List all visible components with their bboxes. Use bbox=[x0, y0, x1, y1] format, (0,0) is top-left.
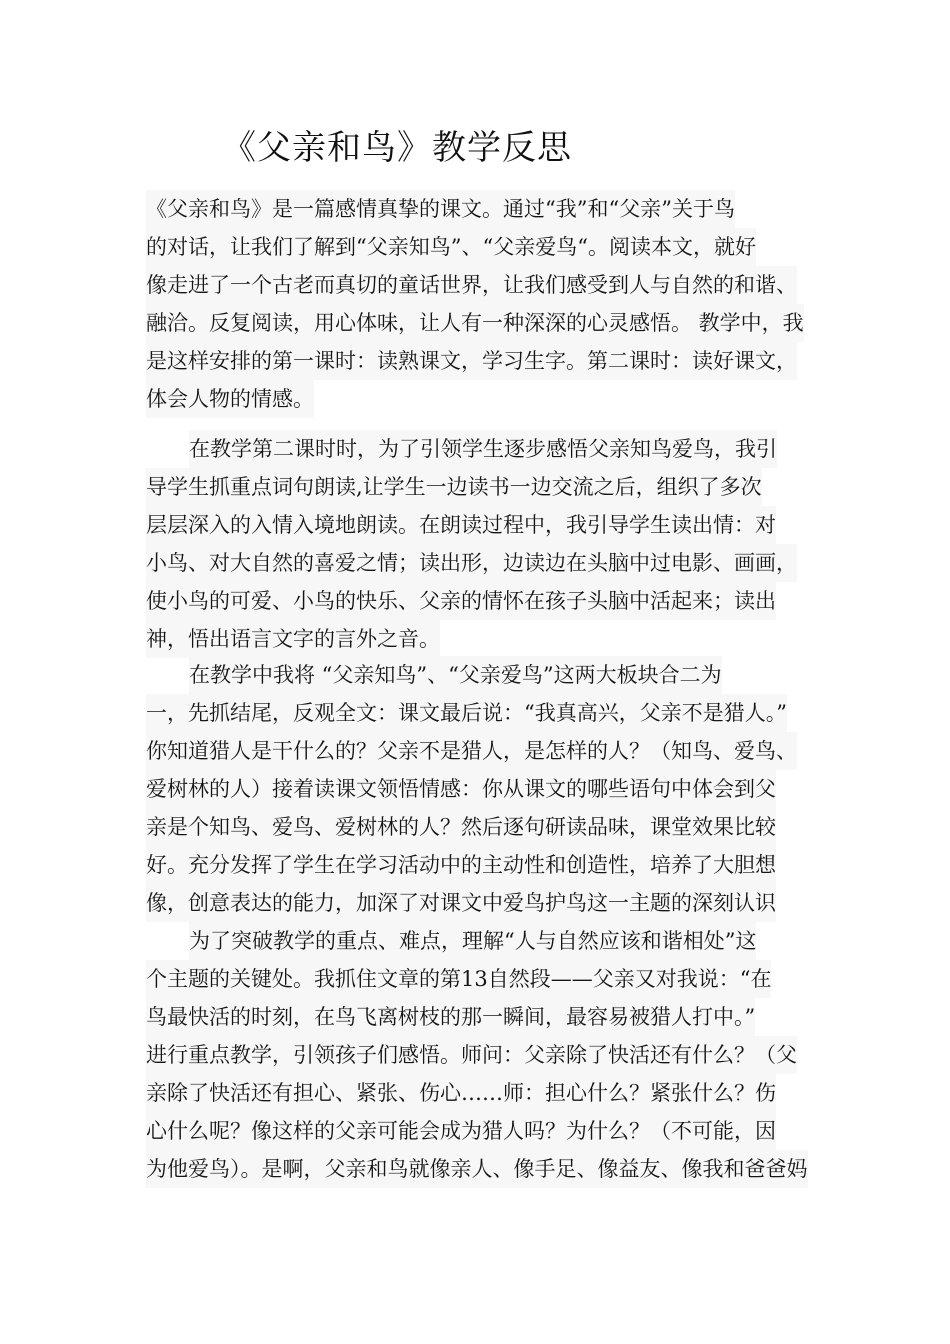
paragraph-3-line-2: 一，先抓结尾，反观全文：课文最后说：“我真高兴，父亲不是猎人。” bbox=[146, 694, 787, 732]
paragraph-2-line-1: 在教学第二课时时，为了引领学生逐步感悟父亲知鸟爱鸟，我引 bbox=[189, 430, 777, 468]
document-title: 《父亲和鸟》教学反思 bbox=[222, 128, 572, 168]
paragraph-3-line-4: 爱树林的人）接着读课文领悟情感：你从课文的哪些语句中体会到父 bbox=[146, 770, 776, 808]
paragraph-4-line-3: 鸟最快活的时刻，在鸟飞离树枝的那一瞬间，最容易被猎人打中。” bbox=[146, 998, 755, 1036]
paragraph-2-line-5: 使小鸟的可爱、小鸟的快乐、父亲的情怀在孩子头脑中活起来；读出 bbox=[146, 582, 776, 620]
paragraph-2-line-4: 小鸟、对大自然的喜爱之情；读出形，边读边在头脑中过电影、画画， bbox=[146, 544, 797, 582]
paragraph-4-line-4: 进行重点教学，引领孩子们感悟。师问：父亲除了快活还有什么？（父 bbox=[146, 1036, 797, 1074]
paragraph-1-line-3: 像走进了一个古老而真切的童话世界，让我们感受到人与自然的和谐、 bbox=[146, 266, 797, 304]
paragraph-4-line-2: 个主题的关键处。我抓住文章的第13自然段——父亲又对我说：“在 bbox=[146, 960, 771, 998]
paragraph-1-line-6: 体会人物的情感。 bbox=[146, 380, 314, 418]
paragraph-3-line-3: 你知道猎人是干什么的？父亲不是猎人，是怎样的人？（知鸟、爱鸟、 bbox=[146, 732, 797, 770]
paragraph-1-line-1: 《父亲和鸟》是一篇感情真挚的课文。通过“我”和“父亲”关于鸟 bbox=[146, 190, 735, 228]
paragraph-4-line-5: 亲除了快活还有担心、紧张、伤心……师：担心什么？紧张什么？伤 bbox=[146, 1074, 776, 1112]
paragraph-2-line-6: 神，悟出语言文字的言外之音。 bbox=[146, 620, 440, 658]
paragraph-4-line-1: 为了突破教学的重点、难点，理解“人与自然应该和谐相处”这 bbox=[189, 922, 756, 960]
paragraph-2-line-2: 导学生抓重点词句朗读,让学生一边读书一边交流之后，组织了多次 bbox=[146, 468, 762, 506]
paragraph-3-line-6: 好。充分发挥了学生在学习活动中的主动性和创造性，培养了大胆想 bbox=[146, 846, 776, 884]
paragraph-2-line-3: 层层深入的入情入境地朗读。在朗读过程中，我引导学生读出情：对 bbox=[146, 506, 776, 544]
paragraph-1-line-2: 的对话，让我们了解到“父亲知鸟”、“父亲爱鸟“。阅读本文，就好 bbox=[146, 228, 756, 266]
paragraph-1-line-5: 是这样安排的第一课时：读熟课文，学习生字。第二课时：读好课文， bbox=[146, 342, 797, 380]
paragraph-3-line-1: 在教学中我将 “父亲知鸟”、“父亲爱鸟”这两大板块合二为 bbox=[189, 656, 722, 694]
paragraph-3-line-5: 亲是个知鸟、爱鸟、爱树林的人？然后逐句研读品味，课堂效果比较 bbox=[146, 808, 776, 846]
paragraph-4-line-7: 为他爱鸟）。是啊，父亲和鸟就像亲人、像手足、像益友、像我和爸爸妈 bbox=[146, 1150, 808, 1188]
paragraph-4-line-6: 心什么呢？像这样的父亲可能会成为猎人吗？为什么？（不可能，因 bbox=[146, 1112, 776, 1150]
paragraph-3-line-7: 像，创意表达的能力，加深了对课文中爱鸟护鸟这一主题的深刻认识 bbox=[146, 884, 776, 922]
paragraph-1-line-4: 融洽。反复阅读，用心体味，让人有一种深深的心灵感悟。 教学中，我 bbox=[146, 304, 804, 342]
